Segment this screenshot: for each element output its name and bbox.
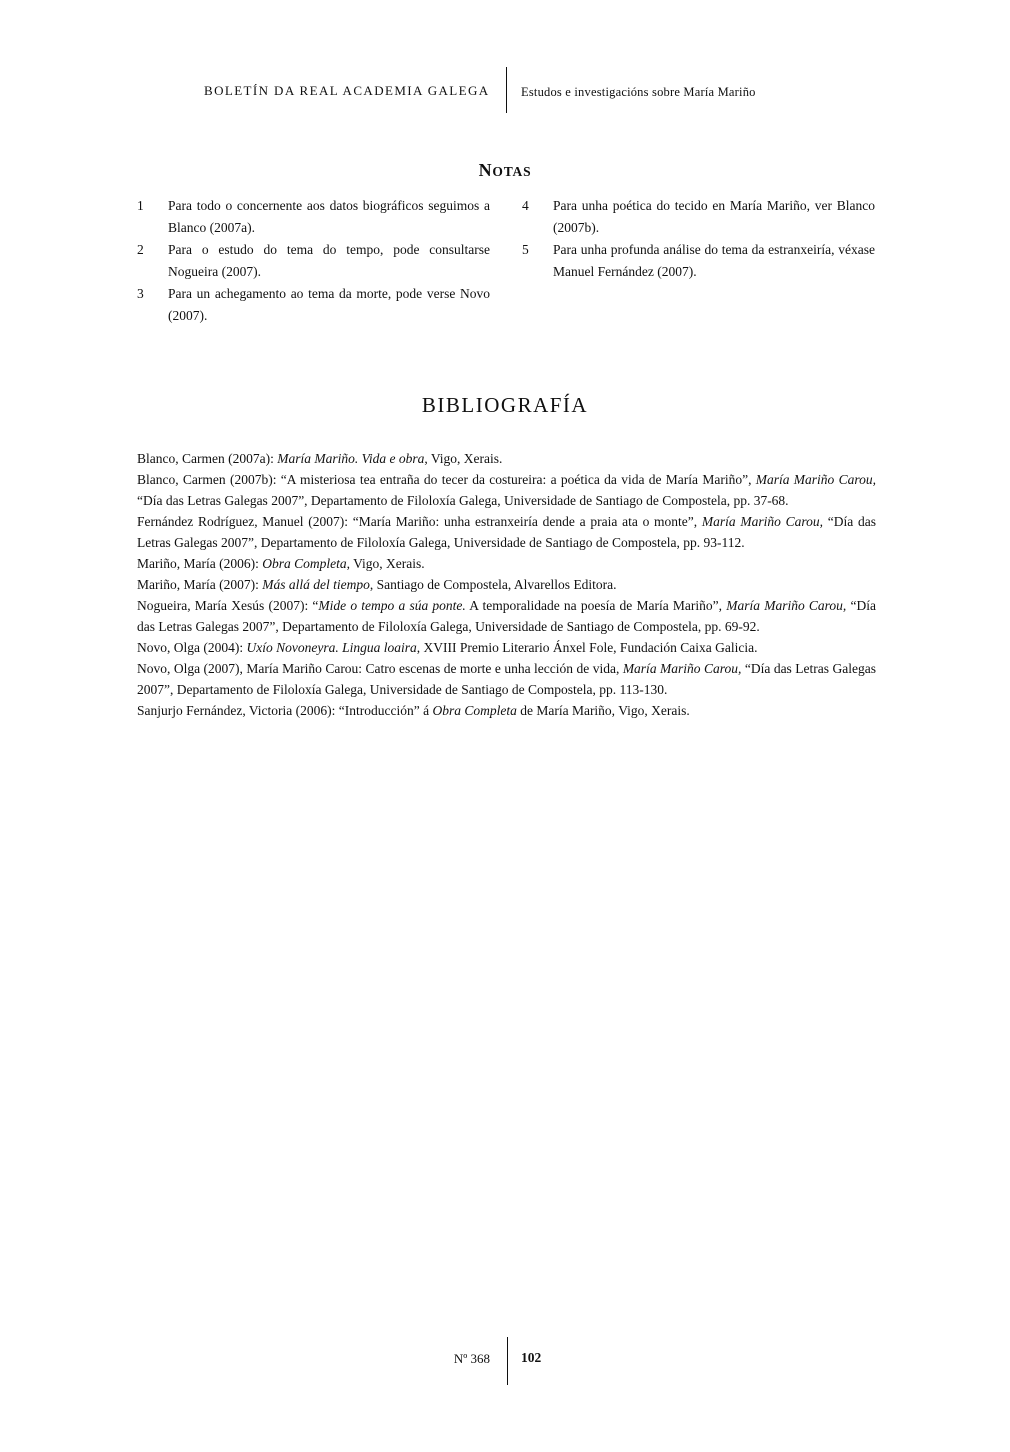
bibliography-heading: BIBLIOGRAFÍA bbox=[421, 393, 589, 417]
note-item bbox=[137, 239, 490, 283]
notes-heading bbox=[0, 156, 1010, 183]
bibliography-entry: Novo, Olga (2007), María Mariño Carou: Catro escenas de morte e unha lección de vida, María Mariño Carou, “Día das Letras Galegas 2007”, Departamento de Filoloxía Galega, Universidade de Santiago de Compostela, pp. 113-130. bbox=[137, 661, 876, 697]
notes-column-right bbox=[522, 195, 875, 327]
note-number: 1 bbox=[137, 198, 144, 213]
note-text: Para o estudo do tema do tempo, pode consultarse Nogueira (2007). bbox=[168, 242, 490, 279]
note-text: Para unha poética do tecido en María Mariño, ver Blanco (2007b). bbox=[553, 198, 875, 235]
section-title: Estudos e investigacións sobre María Mariño bbox=[521, 85, 756, 99]
bibliography-entry: Mariño, María (2006): Obra Completa, Vigo, Xerais. bbox=[137, 556, 425, 571]
note-item bbox=[137, 195, 490, 239]
bibliography-entry: Blanco, Carmen (2007a): María Mariño. Vida e obra, Vigo, Xerais. bbox=[137, 451, 503, 466]
note-number: 2 bbox=[137, 242, 144, 257]
note-number: 4 bbox=[522, 198, 529, 213]
notes-column-left bbox=[137, 195, 490, 327]
header-divider bbox=[506, 67, 507, 113]
bibliography-entry: Fernández Rodríguez, Manuel (2007): “María Mariño: unha estranxeiría dende a praia ata o monte”, María Mariño Carou, “Día das Letras Galegas 2007”, Departamento de Filoloxía Galega, Universidade de Santiago de Compostela, pp. 93-112. bbox=[137, 514, 876, 550]
bibliography-entry: Sanjurjo Fernández, Victoria (2006): “Introducción” á Obra Completa de María Mariño, Vigo, Xerais. bbox=[137, 703, 690, 718]
note-text: Para todo o concernente aos datos biográficos seguimos a Blanco (2007a). bbox=[168, 198, 490, 235]
bibliography-entry: Mariño, María (2007): Más allá del tiempo, Santiago de Compostela, Alvarellos Editora. bbox=[137, 577, 617, 592]
note-item bbox=[522, 239, 875, 283]
footer-divider bbox=[507, 1337, 508, 1385]
notes-heading-initial: N bbox=[478, 160, 493, 180]
notes-section bbox=[137, 195, 876, 327]
note-item bbox=[137, 283, 490, 327]
note-text: Para un achegamento ao tema da morte, pode verse Novo (2007). bbox=[168, 286, 490, 323]
bibliography-entry: Nogueira, María Xesús (2007): “Mide o tempo a súa ponte. A temporalidade na poesía de María Mariño”, María Mariño Carou, “Día das Letras Galegas 2007”, Departamento de Filoloxía Galega, Universidade de Santiago de Compostela, pp. 69-92. bbox=[137, 598, 876, 634]
note-number: 5 bbox=[522, 242, 529, 257]
bibliography-section bbox=[137, 448, 876, 721]
journal-title: BOLETÍN DA REAL ACADEMIA GALEGA bbox=[204, 83, 490, 98]
bibliography-entry: Novo, Olga (2004): Uxío Novoneyra. Lingua loaira, XVIII Premio Literario Ánxel Fole, Fundación Caixa Galicia. bbox=[137, 640, 758, 655]
page-number: 102 bbox=[521, 1350, 542, 1365]
note-item bbox=[522, 195, 875, 239]
issue-number: Nº 368 bbox=[453, 1351, 490, 1366]
note-number: 3 bbox=[137, 286, 144, 301]
note-text: Para unha profunda análise do tema da estranxeiría, véxase Manuel Fernández (2007). bbox=[553, 242, 875, 279]
notes-heading-rest: OTAS bbox=[492, 164, 532, 179]
bibliography-entry: Blanco, Carmen (2007b): “A misteriosa tea entraña do tecer da costureira: a poética da vida de María Mariño”, María Mariño Carou, “Día das Letras Galegas 2007”, Departamento de Filoloxía Galega, Universidade de Santiago de Compostela, pp. 37-68. bbox=[137, 472, 876, 508]
